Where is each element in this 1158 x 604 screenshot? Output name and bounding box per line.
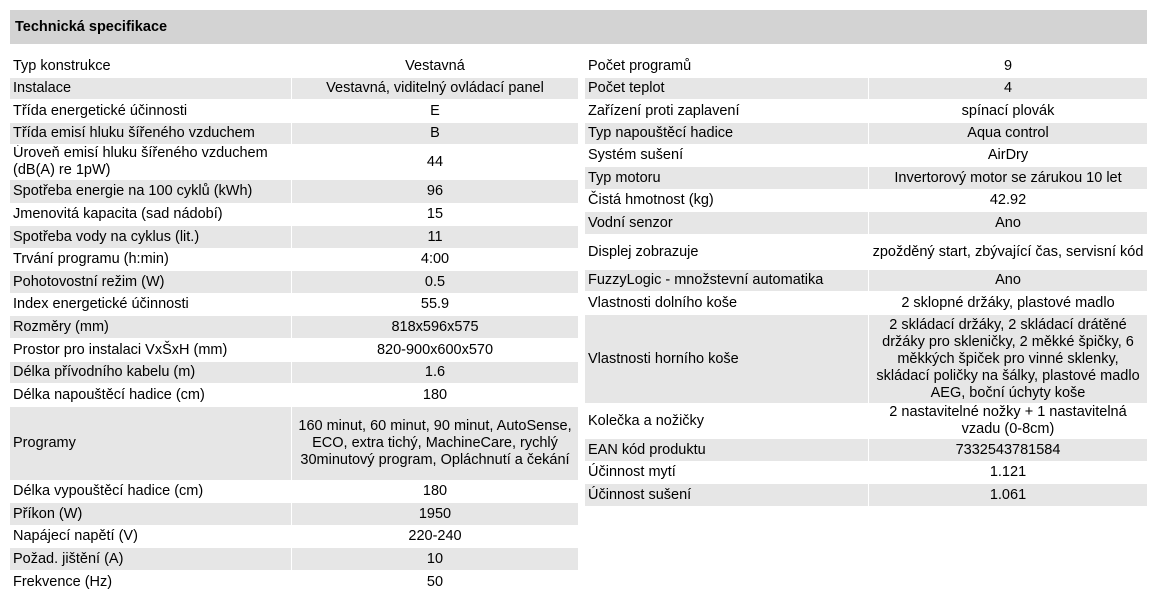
right-spec-value: spínací plovák	[868, 100, 1147, 123]
right-spec-label: EAN kód produktu	[585, 439, 868, 462]
right-spec-row	[585, 292, 1147, 315]
right-spec-value: AirDry	[868, 145, 1147, 167]
left-spec-value: Vestavná, viditelný ovládací panel	[291, 78, 578, 100]
left-spec-value: 0.5	[291, 271, 578, 294]
left-spec-row	[10, 384, 578, 407]
left-spec-value: 220-240	[291, 526, 578, 548]
left-spec-label: Délka vypouštěcí hadice (cm)	[10, 481, 291, 503]
right-spec-label: Displej zobrazuje	[585, 235, 868, 270]
left-spec-row	[10, 407, 578, 481]
right-spec-label: Účinnost sušení	[585, 484, 868, 507]
right-spec-label: Vlastnosti dolního koše	[585, 292, 868, 315]
right-spec-row	[585, 235, 1147, 270]
right-spec-value: 4	[868, 78, 1147, 100]
right-spec-row	[585, 55, 1147, 78]
left-spec-value: 15	[291, 204, 578, 226]
left-spec-value: 818x596x575	[291, 316, 578, 339]
left-spec-value: 1.6	[291, 362, 578, 384]
right-spec-row	[585, 484, 1147, 507]
left-spec-label: Pohotovostní režim (W)	[10, 271, 291, 294]
left-spec-row	[10, 571, 578, 594]
spec-header	[10, 10, 1147, 44]
left-spec-value: 180	[291, 481, 578, 503]
left-spec-row	[10, 526, 578, 548]
right-spec-value: Invertorový motor se zárukou 10 let	[868, 167, 1147, 190]
right-spec-label: Vodní senzor	[585, 212, 868, 235]
spec-title: Technická specifikace	[15, 19, 168, 35]
right-spec-row	[585, 190, 1147, 212]
right-spec-table	[585, 55, 1147, 507]
left-spec-label: Spotřeba vody na cyklus (lit.)	[10, 226, 291, 249]
right-spec-value: 2 skládací držáky, 2 skládací drátěné držáky pro skleničky, 2 měkké špičky, 6 měkkých špiček pro vinné sklenky, skládací poličky na šálky, plastové madlo AEG, boční úchyty koše	[868, 315, 1147, 404]
left-spec-label: Délka napouštěcí hadice (cm)	[10, 384, 291, 407]
right-spec-label: Systém sušení	[585, 145, 868, 167]
left-spec-row	[10, 78, 578, 100]
right-spec-row	[585, 123, 1147, 145]
left-spec-value: 44	[291, 145, 578, 180]
right-spec-row	[585, 78, 1147, 100]
right-spec-value: 7332543781584	[868, 439, 1147, 462]
left-spec-label: Jmenovitá kapacita (sad nádobí)	[10, 204, 291, 226]
left-spec-value: 4:00	[291, 249, 578, 271]
right-spec-label: Kolečka a nožičky	[585, 404, 868, 439]
left-spec-label: Instalace	[10, 78, 291, 100]
left-spec-label: Příkon (W)	[10, 503, 291, 526]
right-spec-value: Aqua control	[868, 123, 1147, 145]
left-spec-row	[10, 249, 578, 271]
left-spec-value: 160 minut, 60 minut, 90 minut, AutoSense, ECO, extra tichý, MachineCare, rychlý 30minutový program, Opláchnutí a čekání	[291, 407, 578, 481]
left-spec-value: Vestavná	[291, 55, 578, 78]
right-spec-label: Typ napouštěcí hadice	[585, 123, 868, 145]
left-spec-row	[10, 339, 578, 362]
left-spec-row	[10, 226, 578, 249]
left-spec-table	[10, 55, 578, 594]
left-spec-label: Prostor pro instalaci VxŠxH (mm)	[10, 339, 291, 362]
left-spec-value: B	[291, 123, 578, 145]
left-spec-value: 820-900x600x570	[291, 339, 578, 362]
right-spec-row	[585, 167, 1147, 190]
left-spec-label: Frekvence (Hz)	[10, 571, 291, 594]
right-spec-row	[585, 100, 1147, 123]
right-spec-row	[585, 145, 1147, 167]
left-spec-label: Rozměry (mm)	[10, 316, 291, 339]
left-spec-label: Požad. jištění (A)	[10, 548, 291, 571]
right-spec-value: zpožděný start, zbývající čas, servisní kód	[868, 235, 1147, 270]
right-spec-value: 1.061	[868, 484, 1147, 507]
left-spec-label: Třída energetické účinnosti	[10, 100, 291, 123]
left-spec-label: Programy	[10, 407, 291, 481]
right-spec-row	[585, 315, 1147, 404]
right-spec-label: Vlastnosti horního koše	[585, 315, 868, 404]
right-spec-label: FuzzyLogic - množstevní automatika	[585, 270, 868, 292]
right-spec-label: Počet programů	[585, 55, 868, 78]
right-spec-row	[585, 404, 1147, 439]
right-spec-label: Zařízení proti zaplavení	[585, 100, 868, 123]
right-spec-label: Typ motoru	[585, 167, 868, 190]
left-spec-value: 50	[291, 571, 578, 594]
left-spec-label: Typ konstrukce	[10, 55, 291, 78]
right-spec-value: Ano	[868, 212, 1147, 235]
left-spec-label: Délka přívodního kabelu (m)	[10, 362, 291, 384]
left-spec-row	[10, 316, 578, 339]
left-spec-row	[10, 294, 578, 316]
left-spec-row	[10, 100, 578, 123]
right-spec-label: Čistá hmotnost (kg)	[585, 190, 868, 212]
right-spec-value: 2 sklopné držáky, plastové madlo	[868, 292, 1147, 315]
left-spec-row	[10, 55, 578, 78]
right-spec-row	[585, 439, 1147, 462]
left-spec-row	[10, 362, 578, 384]
left-spec-value: 1950	[291, 503, 578, 526]
right-spec-value: Ano	[868, 270, 1147, 292]
left-spec-label: Index energetické účinnosti	[10, 294, 291, 316]
left-spec-value: 96	[291, 180, 578, 204]
left-spec-row	[10, 180, 578, 204]
left-spec-label: Spotřeba energie na 100 cyklů (kWh)	[10, 180, 291, 204]
right-spec-label: Počet teplot	[585, 78, 868, 100]
left-spec-value: 180	[291, 384, 578, 407]
left-spec-row	[10, 481, 578, 503]
left-spec-row	[10, 503, 578, 526]
right-spec-row	[585, 462, 1147, 484]
right-spec-value: 1.121	[868, 462, 1147, 484]
left-spec-row	[10, 271, 578, 294]
right-spec-row	[585, 270, 1147, 292]
right-spec-row	[585, 212, 1147, 235]
left-spec-label: Trvání programu (h:min)	[10, 249, 291, 271]
left-spec-label: Úroveň emisí hluku šířeného vzduchem (dB(A) re 1pW)	[10, 145, 291, 180]
right-spec-value: 2 nastavitelné nožky + 1 nastavitelná vzadu (0-8cm)	[868, 404, 1147, 439]
left-spec-value: E	[291, 100, 578, 123]
left-spec-row	[10, 145, 578, 180]
left-spec-row	[10, 123, 578, 145]
left-spec-row	[10, 204, 578, 226]
left-spec-value: 11	[291, 226, 578, 249]
right-spec-value: 9	[868, 55, 1147, 78]
left-spec-value: 10	[291, 548, 578, 571]
right-spec-value: 42.92	[868, 190, 1147, 212]
right-spec-label: Účinnost mytí	[585, 462, 868, 484]
left-spec-label: Třída emisí hluku šířeného vzduchem	[10, 123, 291, 145]
left-spec-label: Napájecí napětí (V)	[10, 526, 291, 548]
left-spec-row	[10, 548, 578, 571]
left-spec-value: 55.9	[291, 294, 578, 316]
